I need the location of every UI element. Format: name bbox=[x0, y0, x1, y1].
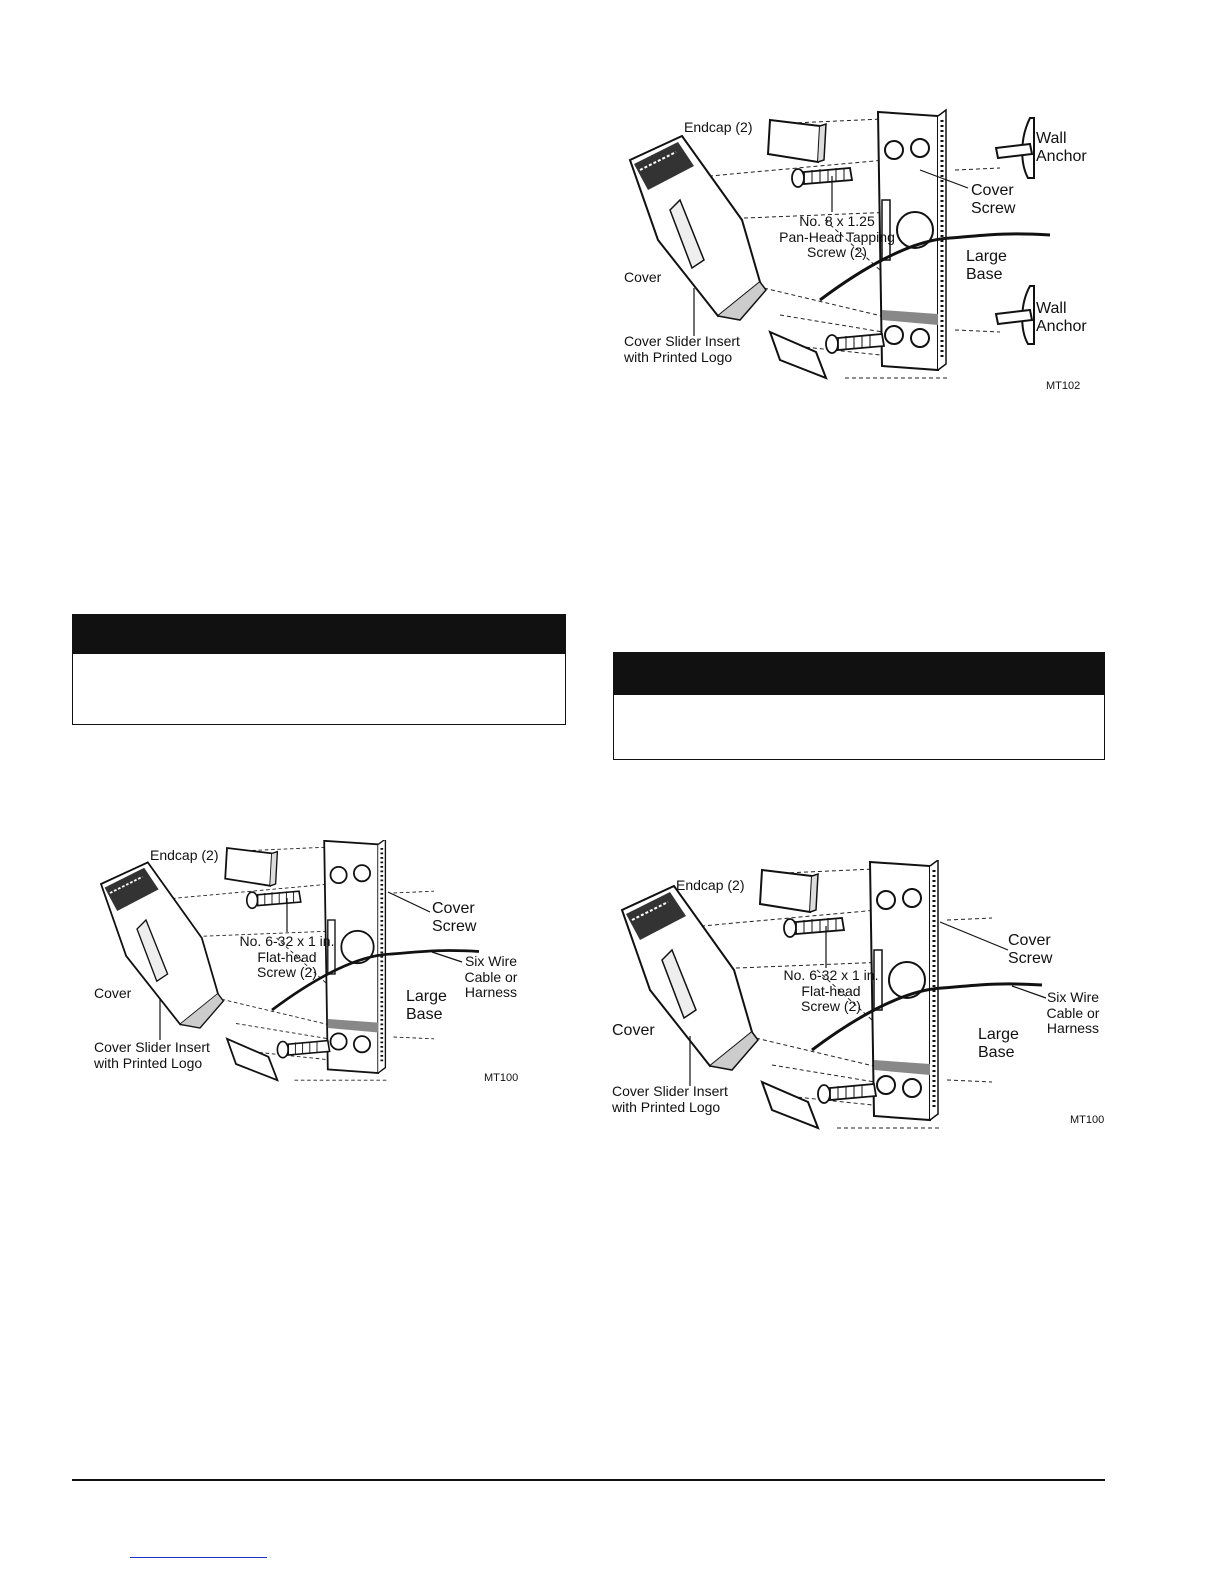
footer-link-underline[interactable] bbox=[130, 1557, 267, 1558]
label-endcap: Endcap (2) bbox=[676, 877, 745, 893]
figure-code: MT100 bbox=[484, 1072, 519, 1084]
label-cover: Cover bbox=[624, 269, 662, 285]
label-cover-slider: Cover Slider Insert with Printed Logo bbox=[94, 1039, 210, 1071]
label-large-base: Large Base bbox=[966, 248, 1007, 283]
label-cable: Six Wire Cable or Harness bbox=[464, 953, 518, 1001]
label-cover: Cover bbox=[94, 985, 132, 1001]
label-cover-slider: Cover Slider Insert with Printed Logo bbox=[624, 333, 740, 365]
notice-box-left-header bbox=[72, 614, 566, 654]
label-endcap: Endcap (2) bbox=[684, 119, 753, 135]
notice-box-left-body bbox=[72, 654, 566, 725]
figure-mt102 bbox=[620, 108, 1105, 398]
label-screw: No. 6-32 x 1 in. Flat-head Screw (2) bbox=[783, 967, 879, 1015]
figure-code: MT102 bbox=[1046, 380, 1081, 392]
label-screw: No. 8 x 1.25 Pan-Head Tapping Screw (2) bbox=[779, 213, 895, 261]
label-cover-screw: Cover Screw bbox=[1008, 932, 1053, 967]
label-screw: No. 6-32 x 1 in. Flat-head Screw (2) bbox=[239, 933, 335, 981]
label-cable: Six Wire Cable or Harness bbox=[1046, 989, 1100, 1037]
label-cover-screw: Cover Screw bbox=[971, 182, 1016, 217]
figure-mt100-right bbox=[612, 860, 1107, 1130]
label-wall-anchor-top: Wall Anchor bbox=[1036, 130, 1087, 165]
label-cover-slider: Cover Slider Insert with Printed Logo bbox=[612, 1083, 728, 1115]
label-large-base: Large Base bbox=[978, 1026, 1019, 1061]
notice-box-right-header bbox=[613, 652, 1105, 695]
wall-anchor-drawing bbox=[996, 118, 1034, 344]
figure-mt100-left bbox=[92, 840, 532, 1085]
label-large-base: Large Base bbox=[406, 988, 447, 1023]
figure-code: MT100 bbox=[1070, 1114, 1105, 1126]
label-wall-anchor-bottom: Wall Anchor bbox=[1036, 300, 1087, 335]
footer-rule bbox=[72, 1479, 1105, 1481]
label-cover: Cover bbox=[612, 1022, 655, 1039]
notice-box-right-body bbox=[613, 695, 1105, 760]
label-endcap: Endcap (2) bbox=[150, 847, 219, 863]
label-cover-screw: Cover Screw bbox=[432, 900, 477, 935]
